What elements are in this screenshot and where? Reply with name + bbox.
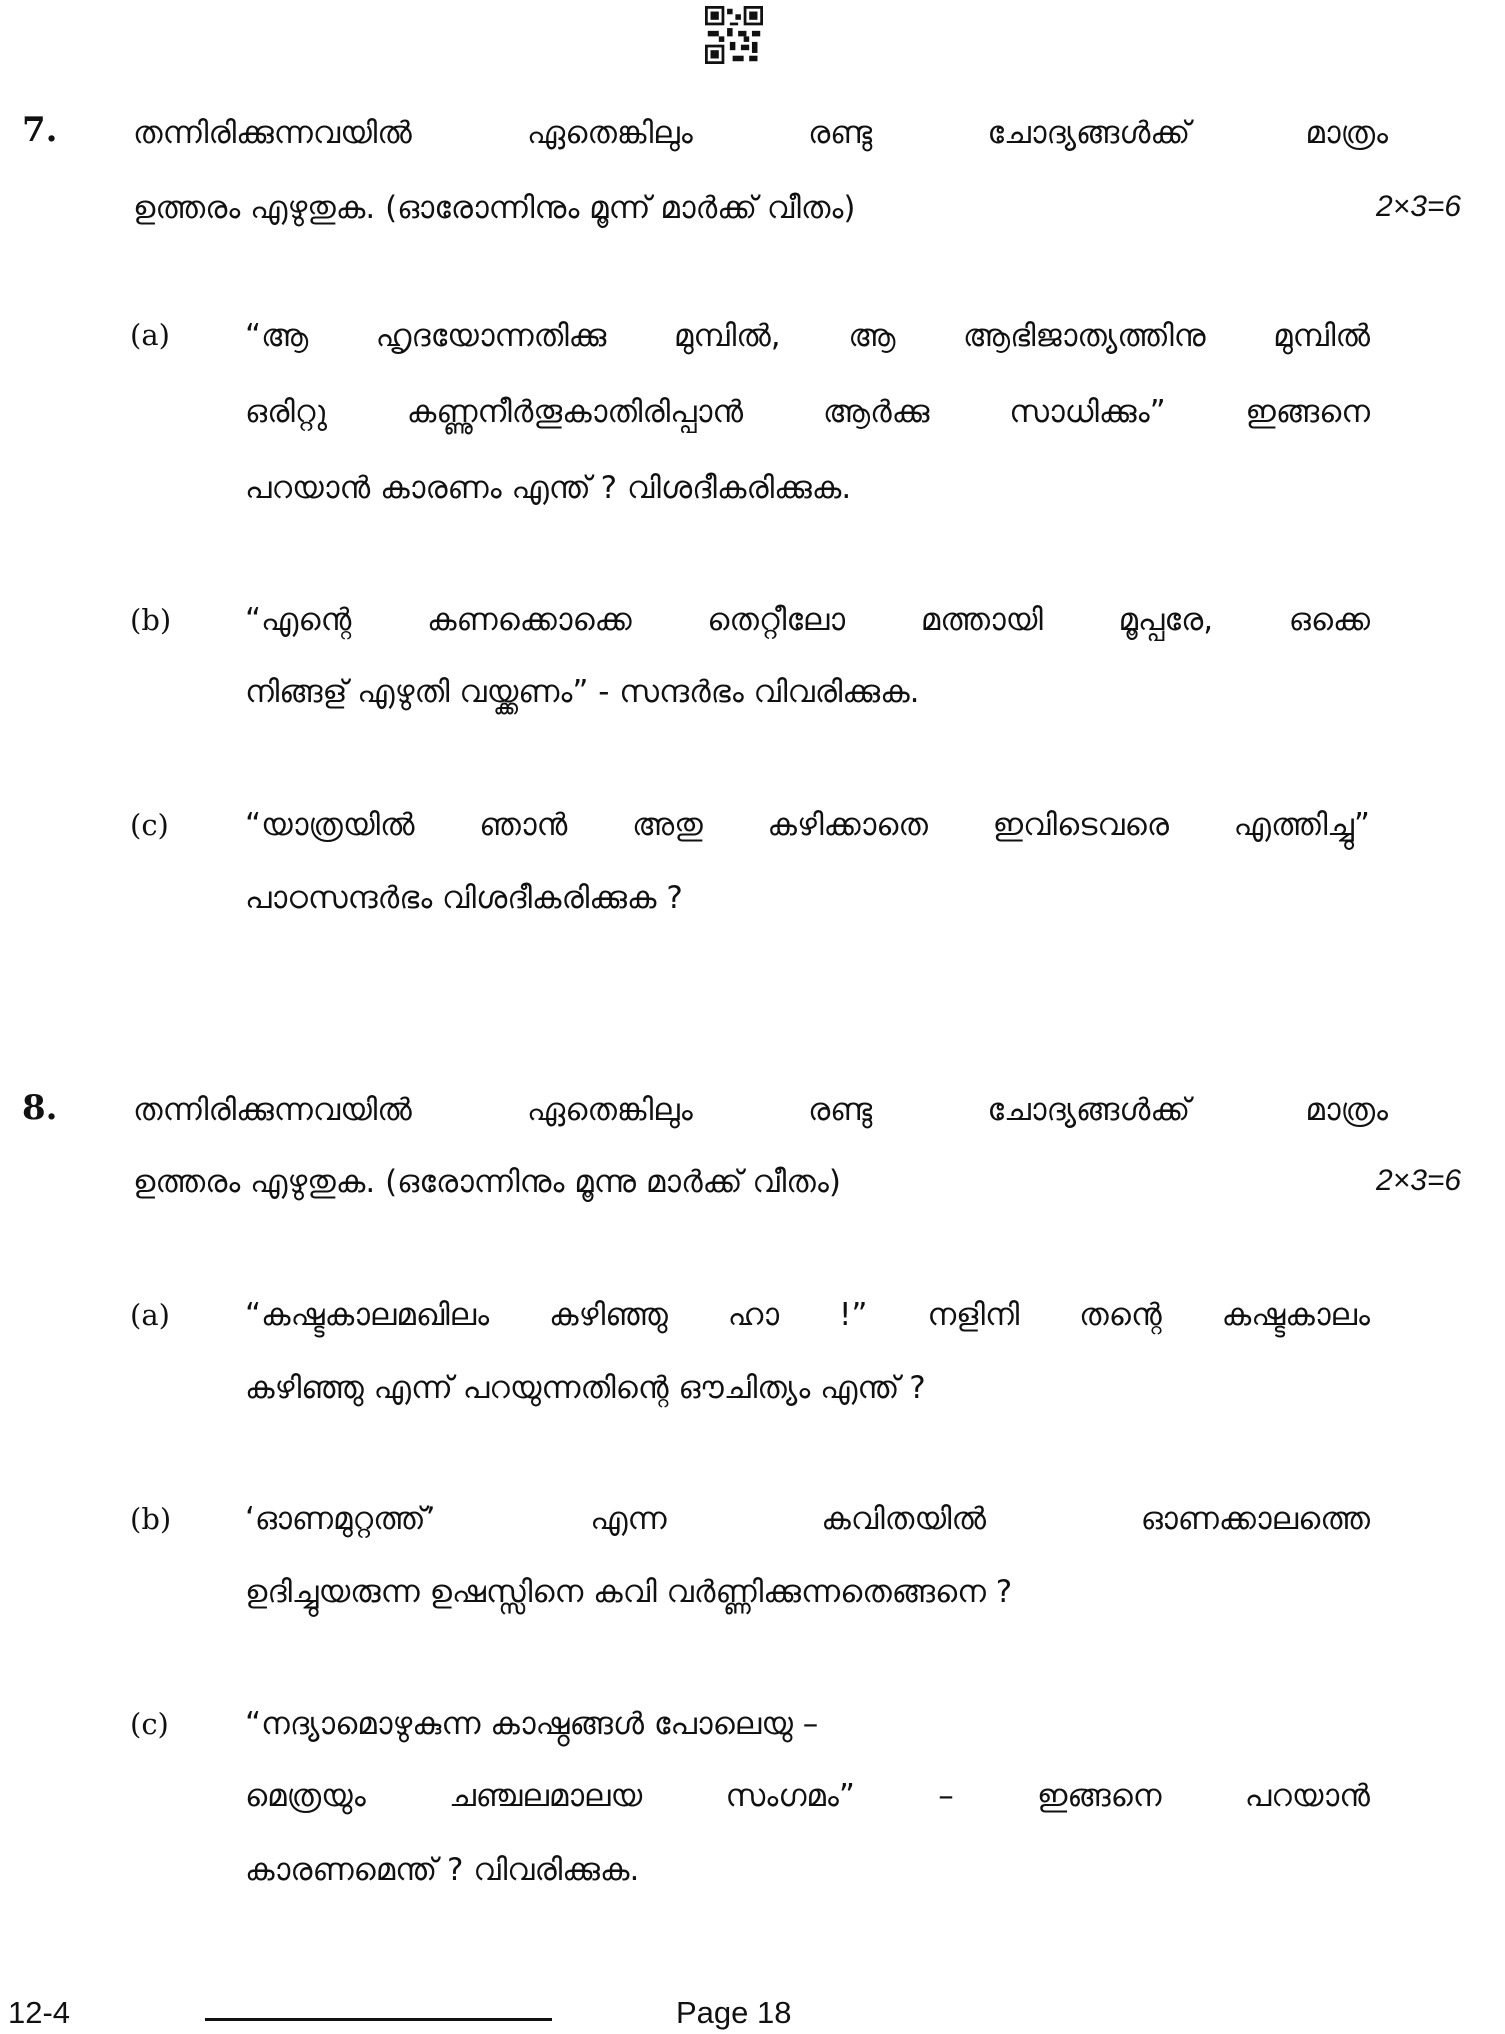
q8-option-c-text: “നദ്യാമൊഴുകുന്ന കാഷ്ഠങ്ങൾ പോലെയു – (245, 1706, 819, 1742)
page-number: Page 18 (676, 1995, 792, 2030)
q8-option-c-text-3: കാരണമെന്ത് ? വിവരിക്കുക. (245, 1852, 640, 1888)
question-7-marks: 2×3=6 (1376, 190, 1462, 223)
paper-code: 12-4 (8, 1995, 71, 2030)
qr-code (705, 6, 763, 64)
q7-option-c-text: “യാത്രയിൽ ഞാൻ അതു കഴിക്കാതെ ഇവിടെവരെ എത്തിച്ചു” (245, 807, 1370, 843)
q7-option-b-text: “എന്റെ കണക്കൊക്കെ തെറ്റീലോ മത്തായി മൂപ്പരേ, ഒക്കെ (245, 602, 1370, 638)
q8-option-a-text-2: കഴിഞ്ഞു എന്ന് പറയുന്നതിന്റെ ഔചിത്യം എന്ത് ? (245, 1370, 926, 1406)
q7-option-b-label: (b) (130, 603, 172, 637)
question-8-number: 8. (22, 1088, 58, 1128)
footer-divider (205, 2018, 552, 2021)
q7-option-c-text-2: പാഠസന്ദർഭം വിശദീകരിക്കുക ? (245, 880, 683, 916)
question-7-instruction-cont: ഉത്തരം എഴുതുക. (ഓരോന്നിനും മൂന്ന് മാർക്ക് വീതം) (133, 190, 856, 226)
q7-option-a-label: (a) (130, 318, 170, 352)
question-7-number: 7. (22, 110, 58, 150)
question-8-instruction-cont: ഉത്തരം എഴുതുക. (ഒരോന്നിനും മൂന്നു മാർക്ക് വീതം) (133, 1164, 841, 1200)
q8-option-c-label: (c) (130, 1707, 169, 1741)
q7-option-a-text: “ആ ഹൃദയോന്നതിക്കു മുമ്പിൽ, ആ ആഭിജാത്യത്തിനു മുമ്പിൽ (245, 318, 1370, 354)
q8-option-a-label: (a) (130, 1298, 170, 1332)
q7-option-c-label: (c) (130, 808, 169, 842)
q7-option-b-text-2: നിങ്ങള് എഴുതി വയ്ക്കണം” - സന്ദർഭം വിവരിക്കുക. (245, 674, 920, 710)
q7-option-a-text-3: പറയാൻ കാരണം എന്ത് ? വിശദീകരിക്കുക. (245, 470, 852, 506)
q8-option-b-text: ‘ഓണമുറ്റത്ത്’ എന്ന കവിതയിൽ ഓണക്കാലത്തെ (245, 1501, 1370, 1537)
q8-option-c-text-2: മെത്രയും ചഞ്ചലമാലയ സംഗമം” – ഇങ്ങനെ പറയാൻ (245, 1778, 1370, 1814)
question-8-instruction: തന്നിരിക്കുന്നവയിൽ ഏതെങ്കിലും രണ്ടു ചോദ്യങ്ങൾക്ക് മാത്രം (133, 1092, 1388, 1128)
q8-option-b-text-2: ഉദിച്ചുയരുന്ന ഉഷസ്സിനെ കവി വർണ്ണിക്കുന്നതെങ്ങനെ ? (245, 1574, 1013, 1610)
q8-option-b-label: (b) (130, 1502, 172, 1536)
question-8-marks: 2×3=6 (1376, 1164, 1462, 1197)
q7-option-a-text-2: ഒരിറ്റു കണ്ണുനീർതൂകാതിരിപ്പാൻ ആർക്കു സാധിക്കും” ഇങ്ങനെ (245, 394, 1370, 430)
question-7-instruction: തന്നിരിക്കുന്നവയിൽ ഏതെങ്കിലും രണ്ടു ചോദ്യങ്ങൾക്ക് മാത്രം (133, 115, 1388, 151)
q8-option-a-text: “കഷ്ടകാലമഖിലം കഴിഞ്ഞു ഹാ !” നളിനി തന്റെ കഷ്ടകാലം (245, 1297, 1370, 1333)
